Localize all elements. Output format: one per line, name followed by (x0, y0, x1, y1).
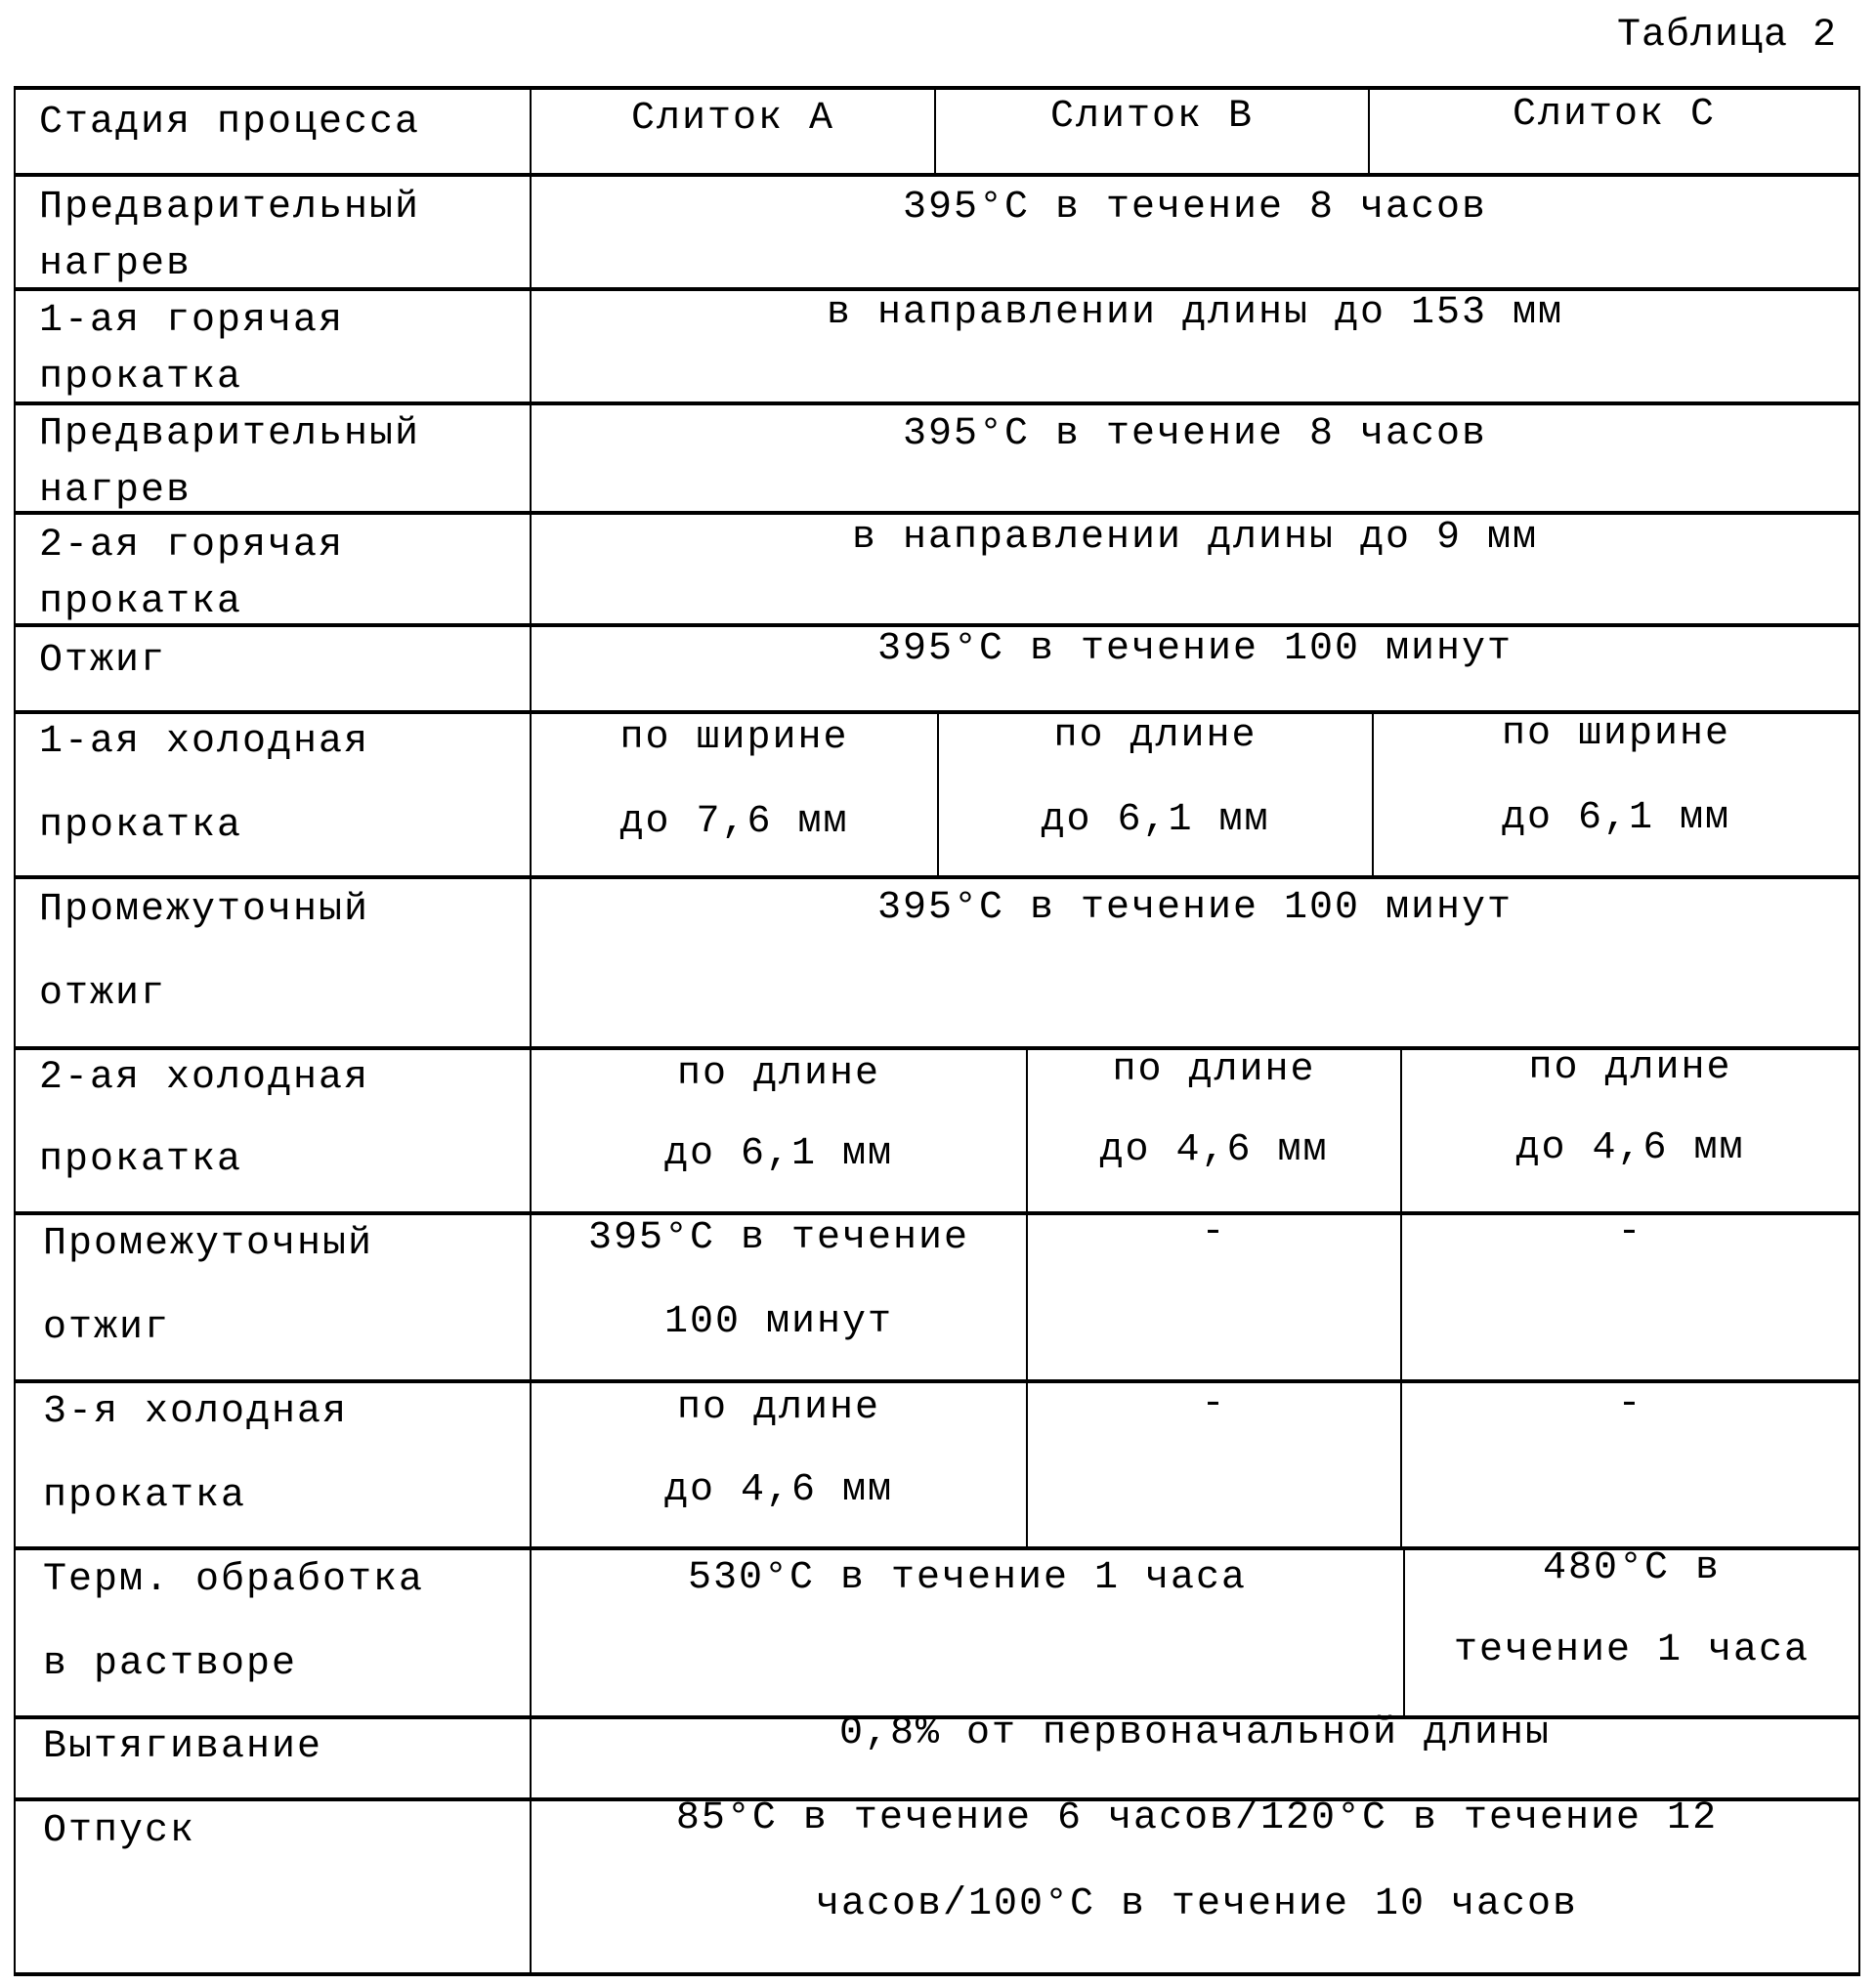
ingot-b-value: - (1028, 1364, 1400, 1446)
row-divider (14, 173, 1860, 177)
ingot-c-value: - (1402, 1364, 1858, 1446)
stage-line: Предварительный (16, 406, 530, 463)
ingot-c-value: - (1402, 1192, 1858, 1274)
merged-value: в направлении длины до 153 мм (532, 285, 1858, 342)
stage-line: 1-ая холодная (16, 701, 530, 783)
ingot-b-value: до 4,6 мм (1028, 1110, 1400, 1192)
ingot-b-value: по длине (939, 696, 1372, 778)
merged-value: в направлении длины до 9 мм (532, 510, 1858, 567)
merged-value: 0,8% от первоначальной длины (532, 1706, 1858, 1762)
ingot-a-value: по ширине (532, 697, 937, 780)
merged-value: 395°C в течение 8 часов (532, 406, 1858, 463)
ingot-a-value: 100 минут (532, 1282, 1026, 1364)
stage-line: прокатка (20, 1456, 530, 1538)
stage-line: прокатка (16, 574, 530, 631)
ingot-c-value: до 4,6 мм (1402, 1108, 1858, 1190)
stage-line: в растворе (20, 1624, 530, 1706)
stage-column-divider (530, 86, 532, 1976)
ingot-c-value: 480°C в (1405, 1528, 1858, 1610)
ingot-a-value: по длине (532, 1034, 1026, 1116)
ingot-c-value: по ширине (1374, 694, 1858, 776)
ingot-b-value: до 6,1 мм (939, 780, 1372, 862)
stage-line: Отпуск (20, 1803, 530, 1860)
stage-line: Вытягивание (20, 1719, 530, 1776)
table-caption: Таблица 2 (1617, 14, 1837, 58)
merged-value: 395°C в течение 8 часов (532, 180, 1858, 236)
header-stage: Стадия процесса (16, 82, 530, 164)
ingot-c-value: течение 1 часа (1405, 1610, 1858, 1692)
stage-line: 1-ая горячая (16, 293, 530, 350)
ingot-b-value: по длине (1028, 1030, 1400, 1112)
ingot-b-value: - (1028, 1192, 1400, 1274)
header-ingot-c: Слиток C (1370, 74, 1858, 156)
stage-line: нагрев (16, 463, 530, 520)
stage-line: Отжиг (16, 633, 530, 690)
stage-line: Терм. обработка (20, 1540, 530, 1622)
stage-line: Промежуточный (16, 869, 530, 951)
stage-line: прокатка (16, 350, 530, 406)
stage-line: 2-ая горячая (16, 518, 530, 574)
ingot-a-value: до 4,6 мм (532, 1450, 1026, 1532)
merged-value: часов/100°C в течение 10 часов (535, 1864, 1858, 1946)
stage-line: Предварительный (16, 180, 530, 236)
stage-line: прокатка (16, 785, 530, 867)
stage-line: отжиг (20, 1288, 530, 1370)
stage-line: прокатка (16, 1119, 530, 1202)
merged-value: 395°C в течение 100 минут (532, 867, 1858, 950)
ingot-ab-value: 530°C в течение 1 часа (532, 1538, 1403, 1620)
ingot-a-value: до 6,1 мм (532, 1114, 1026, 1196)
ingot-a-value: 395°C в течение (532, 1198, 1026, 1280)
stage-line: нагрев (16, 236, 530, 293)
ingot-c-value: до 6,1 мм (1374, 778, 1858, 860)
ingot-a-value: по длине (532, 1368, 1026, 1450)
stage-line: 2-ая холодная (16, 1037, 530, 1119)
ingot-c-value: по длине (1402, 1028, 1858, 1110)
table-border-bottom (14, 1972, 1860, 1976)
table-border-right (1858, 86, 1860, 1976)
merged-value: 85°C в течение 6 часов/120°C в течение 12 (535, 1778, 1858, 1860)
stage-line: отжиг (16, 953, 530, 1035)
header-ingot-b: Слиток B (936, 76, 1368, 158)
stage-line: Промежуточный (20, 1204, 530, 1286)
stage-line: 3-я холодная (20, 1372, 530, 1454)
header-ingot-a: Слиток A (532, 78, 934, 160)
merged-value: 395°C в течение 100 минут (532, 621, 1858, 678)
ingot-a-value: до 7,6 мм (532, 781, 937, 864)
